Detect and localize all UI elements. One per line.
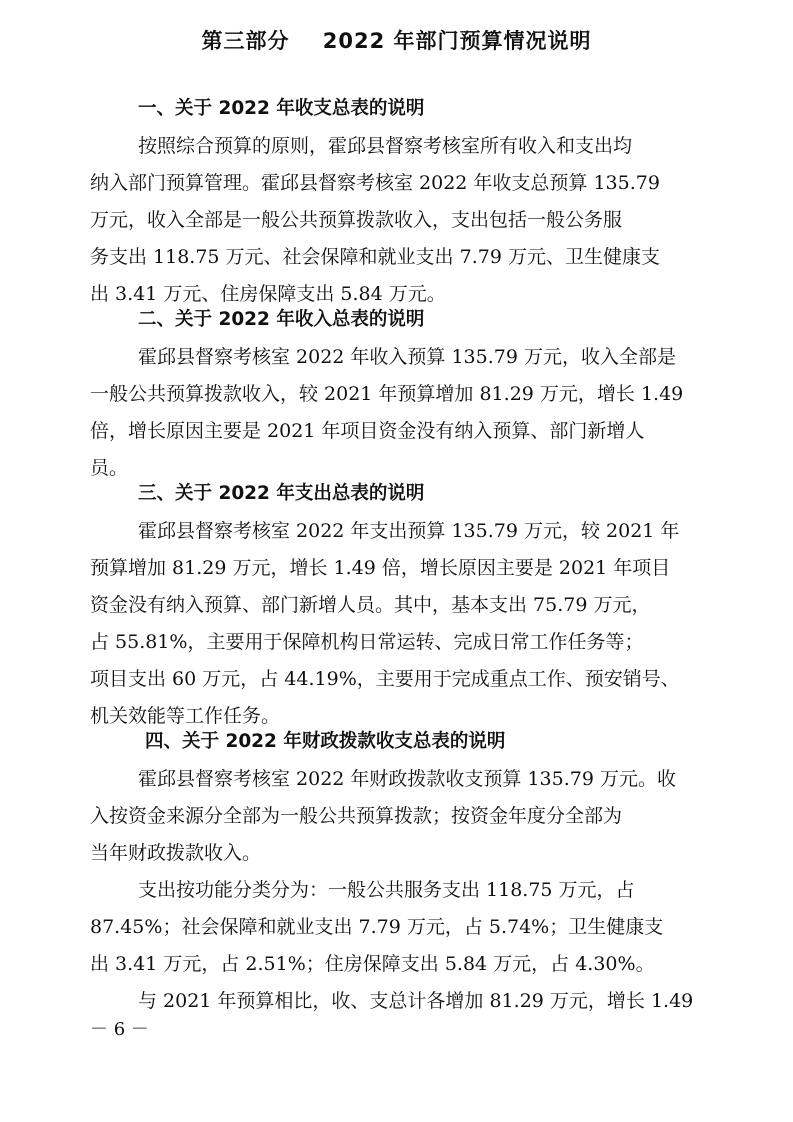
section-2-heading: 二、关于 2022 年收入总表的说明 xyxy=(138,309,425,330)
section-2-line-4: 员。 xyxy=(90,457,129,479)
section-4-line-5: 87.45%；社会保障和就业支出 7.79 万元，占 5.74%；卫生健康支 xyxy=(90,916,664,938)
section-3-line-2: 预算增加 81.29 万元，增长 1.49 倍，增长原因主要是 2021 年项目 xyxy=(90,557,671,579)
section-1-line-3: 万元，收入全部是一般公共预算拨款收入，支出包括一般公务服 xyxy=(90,209,623,231)
section-3-line-1: 霍邱县督察考核室 2022 年支出预算 135.79 万元，较 2021 年 xyxy=(138,520,680,542)
section-3-line-3: 资金没有纳入预算、部门新增人员。其中，基本支出 75.79 万元， xyxy=(90,594,651,616)
section-3-line-5: 项目支出 60 万元，占 44.19%，主要用于完成重点工作、预安销号、 xyxy=(90,668,680,690)
section-4-line-6: 出 3.41 万元，占 2.51%；住房保障支出 5.84 万元，占 4.30%。 xyxy=(90,953,655,975)
section-1-line-2: 纳入部门预算管理。霍邱县督察考核室 2022 年收支总预算 135.79 xyxy=(90,172,660,194)
section-2-line-1: 霍邱县督察考核室 2022 年收入预算 135.79 万元，收入全部是 xyxy=(138,346,676,368)
section-3-line-6: 机关效能等工作任务。 xyxy=(90,705,281,727)
section-1-line-4: 务支出 118.75 万元、社会保障和就业支出 7.79 万元、卫生健康支 xyxy=(90,246,660,268)
section-4-line-3: 当年财政拨款收入。 xyxy=(90,842,262,864)
page-title: 第三部分 2022 年部门预算情况说明 xyxy=(201,29,592,53)
section-4-line-7: 与 2021 年预算相比，收、支总计各增加 81.29 万元，增长 1.49 xyxy=(138,990,694,1012)
section-4-line-2: 入按资金来源分全部为一般公共预算拨款；按资金年度分全部为 xyxy=(90,805,623,827)
page-number: － 6 － xyxy=(90,1019,149,1040)
section-1-line-5: 出 3.41 万元、住房保障支出 5.84 万元。 xyxy=(90,283,446,305)
section-4-line-4: 支出按功能分类分为：一般公共服务支出 118.75 万元，占 xyxy=(138,879,635,901)
section-3-line-4: 占 55.81%，主要用于保障机构日常运转、完成日常工作任务等； xyxy=(90,631,644,653)
section-1-heading: 一、关于 2022 年收支总表的说明 xyxy=(138,98,425,119)
section-1-line-1: 按照综合预算的原则，霍邱县督察考核室所有收入和支出均 xyxy=(138,135,633,157)
section-2-line-3: 倍，增长原因主要是 2021 年项目资金没有纳入预算、部门新增人 xyxy=(90,420,645,442)
section-3-heading: 三、关于 2022 年支出总表的说明 xyxy=(138,483,425,504)
section-4-line-1: 霍邱县督察考核室 2022 年财政拨款收支预算 135.79 万元。收 xyxy=(138,768,676,790)
section-2-line-2: 一般公共预算拨款收入，较 2021 年预算增加 81.29 万元，增长 1.49 xyxy=(90,383,684,405)
section-4-heading: 四、关于 2022 年财政拨款收支总表的说明 xyxy=(145,731,506,752)
